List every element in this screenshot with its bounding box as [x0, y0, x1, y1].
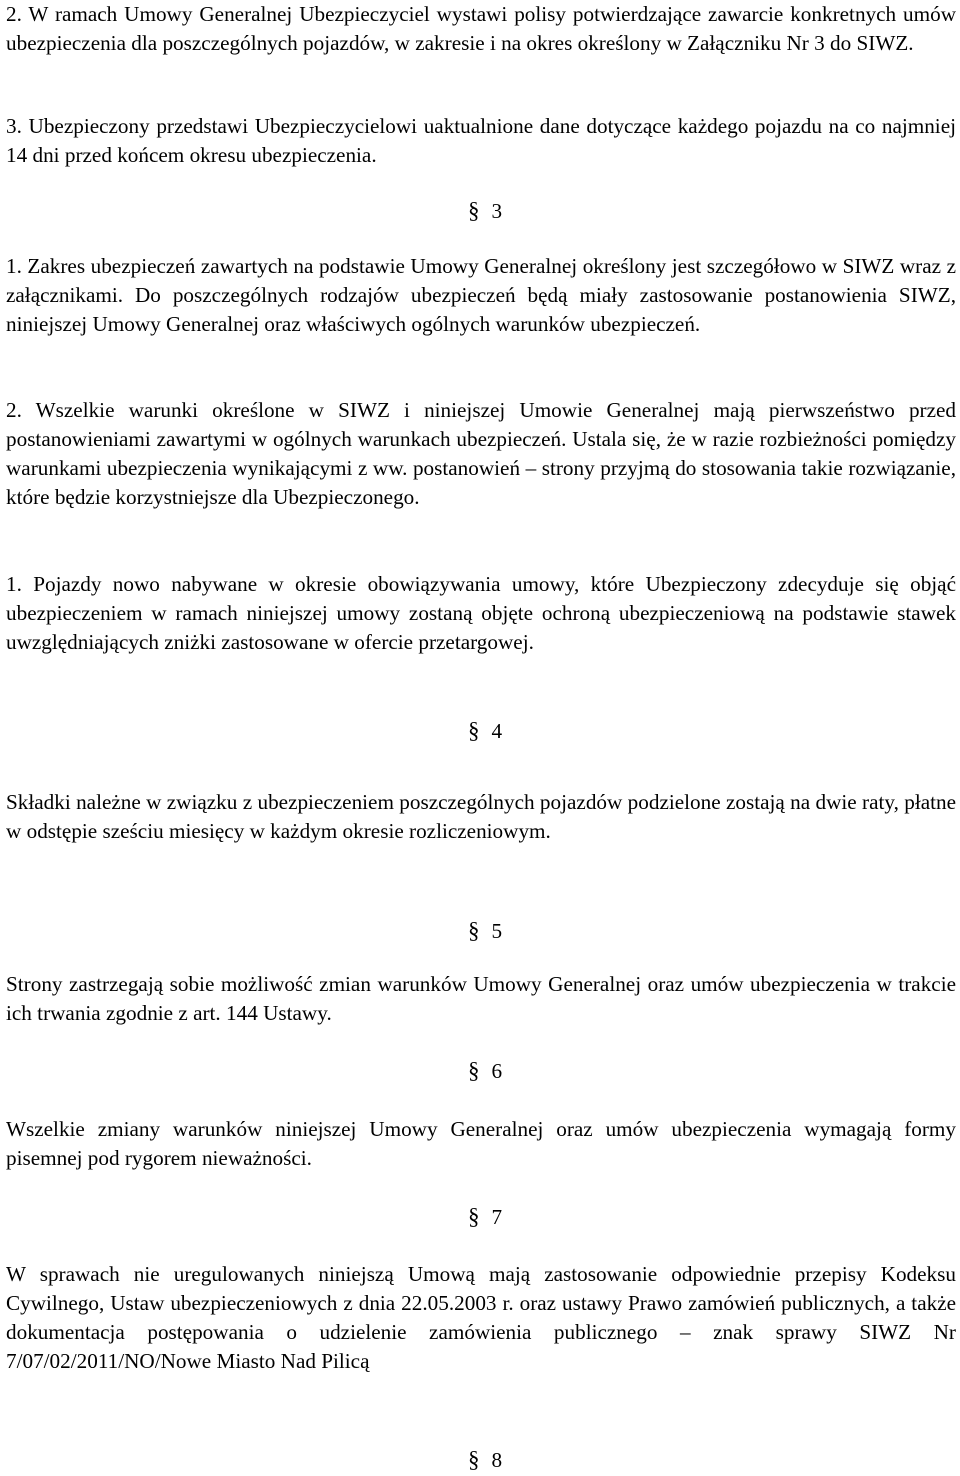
section-symbol: §	[468, 918, 480, 943]
section-symbol: §	[468, 1058, 480, 1083]
section-symbol: §	[468, 718, 480, 743]
section-4-text: Składki należne w związku z ubezpieczeniem poszczególnych pojazdów podzielone zostają na dwie raty, płatne w odstępie sześciu miesięcy w każdym okresie rozliczeniowym.	[6, 790, 956, 843]
section-symbol: §	[468, 1204, 480, 1229]
section-number: 6	[491, 1059, 503, 1083]
section-5-text: Strony zastrzegają sobie możliwość zmian warunków Umowy Generalnej oraz umów ubezpieczenia w trakcie ich trwania zgodnie z art. 144 Ustawy.	[6, 972, 956, 1025]
section-6-text: Wszelkie zmiany warunków niniejszej Umowy Generalnej oraz umów ubezpieczenia wymagają formy pisemnej pod rygorem nieważności.	[6, 1117, 956, 1170]
section-heading-3	[468, 196, 502, 226]
section-3-paragraph-3: 1. Pojazdy nowo nabywane w okresie obowiązywania umowy, które Ubezpieczony zdecyduje się objąć ubezpieczeniem w ramach niniejszej umowy zostaną objęte ochroną ubezpieczeniową na podstawie stawek uwzględniających zniżki zastosowane w ofercie przetargowej.	[6, 572, 956, 654]
paragraph-2-policies: 2. W ramach Umowy Generalnej Ubezpieczyciel wystawi polisy potwierdzające zawarcie konkretnych umów ubezpieczenia dla poszczególnych pojazdów, w zakresie i na okres określony w Załączniku Nr 3 do SIWZ.	[6, 2, 956, 55]
paragraph-3-vehicle-data: 3. Ubezpieczony przedstawi Ubezpieczycielowi uaktualnione dane dotyczące każdego pojazdu na co najmniej 14 dni przed końcem okresu ubezpieczenia.	[6, 114, 956, 167]
section-number: 7	[491, 1205, 503, 1229]
section-3-paragraph-2: 2. Wszelkie warunki określone w SIWZ i niniejszej Umowie Generalnej mają pierwszeństwo przed postanowieniami zawartymi w ogólnych warunkach ubezpieczeń. Ustala się, że w razie rozbieżności pomiędzy warunkami ubezpieczenia wynikającymi z ww. postanowień – strony przyjmą do stosowania takie rozwiązanie, które będzie korzystniejsze dla Ubezpieczonego.	[6, 398, 956, 509]
section-heading-8	[468, 1445, 502, 1475]
section-number: 4	[491, 719, 503, 743]
section-heading-5	[468, 916, 502, 946]
section-symbol: §	[468, 1447, 480, 1472]
section-3-paragraph-1: 1. Zakres ubezpieczeń zawartych na podstawie Umowy Generalnej określony jest szczegółowo w SIWZ wraz z załącznikami. Do poszczególnych rodzajów ubezpieczeń będą miały zastosowanie postanowienia SIWZ, niniejszej Umowy Generalnej oraz właściwych ogólnych warunków ubezpieczeń.	[6, 254, 956, 336]
section-heading-4	[468, 716, 502, 746]
section-heading-7	[468, 1202, 502, 1232]
section-number: 8	[491, 1448, 503, 1472]
section-number: 5	[491, 919, 503, 943]
section-number: 3	[491, 199, 503, 223]
section-7-text: W sprawach nie uregulowanych niniejszą Umową mają zastosowanie odpowiednie przepisy Kodeksu Cywilnego, Ustaw ubezpieczeniowych z dnia 22.05.2003 r. oraz ustawy Prawo zamówień publicznych, a także dokumentacja postępowania o udzielenie zamówienia publicznego – znak sprawy SIWZ Nr 7/07/02/2011/NO/Nowe Miasto Nad Pilicą	[6, 1262, 956, 1373]
section-symbol: §	[468, 198, 480, 223]
section-heading-6	[468, 1056, 502, 1086]
